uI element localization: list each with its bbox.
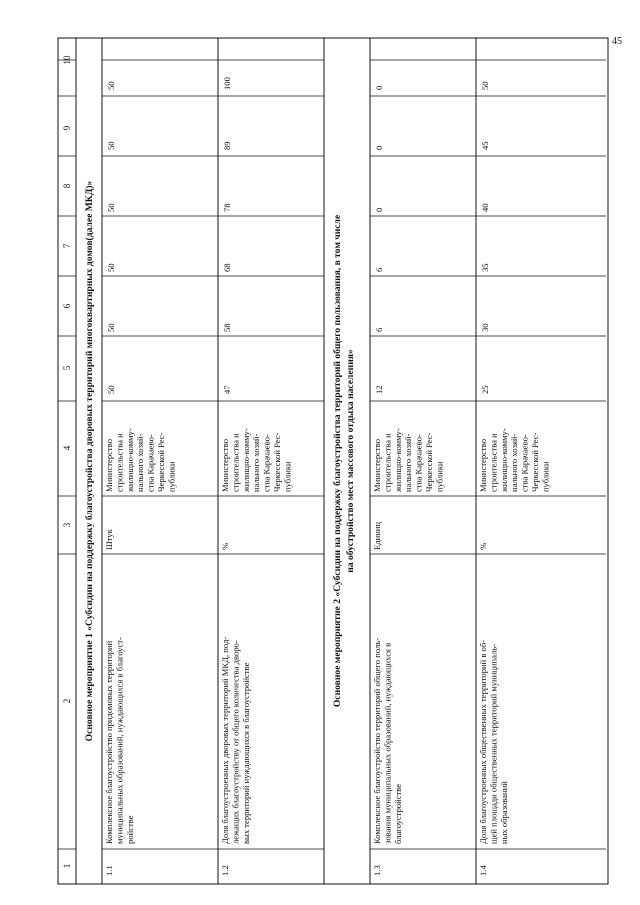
responsible-text: ства Карачаево- (261, 434, 272, 492)
value-cell: 50 (106, 323, 116, 332)
page-number: 45 (612, 36, 622, 47)
responsible-text: Министерство (104, 439, 114, 492)
responsible-text: публики (166, 461, 177, 492)
value-cell: 50 (480, 81, 490, 90)
value-cell: 45 (480, 141, 490, 150)
value-cell: 78 (222, 203, 232, 212)
indicator-text: ных образований (498, 781, 509, 844)
responsible-text: жилищно-комму- (392, 428, 403, 492)
row-number: 1.1 (104, 865, 114, 876)
responsible-text: нального хозяй- (403, 433, 414, 492)
column-number: 5 (62, 365, 72, 371)
indicator-table (58, 38, 623, 884)
responsible-text: жилищно-комму- (498, 428, 509, 492)
value-cell: 50 (106, 203, 116, 212)
responsible-text: публики (434, 461, 445, 492)
value-cell: 0 (374, 145, 384, 150)
responsible-text: ства Карачаево- (145, 434, 156, 492)
value-cell: 50 (106, 263, 116, 272)
value-cell: 50 (106, 141, 116, 150)
indicator-text: вых территорий нуждающихся в благоустройстве (240, 662, 251, 844)
responsible-text: жилищно-комму- (124, 428, 135, 492)
responsible-text: публики (540, 461, 551, 492)
unit-text: Единиц (372, 521, 382, 550)
indicator-text: Комплексное благоустройство территорий общего поль- (372, 637, 382, 844)
value-cell: 50 (106, 81, 116, 90)
responsible-text: строительства и (382, 433, 393, 492)
value-cell: 0 (374, 207, 384, 212)
indicator-text: благоустройстве (392, 783, 403, 844)
responsible-text: строительства и (114, 433, 125, 492)
indicator-text: лежащих благоустройству от общего количества дворо- (230, 640, 241, 844)
responsible-text: ства Карачаево- (413, 434, 424, 492)
column-number: 6 (62, 303, 72, 309)
value-cell: 89 (222, 141, 232, 150)
value-cell: 30 (480, 323, 490, 332)
responsible-text: нального хозяй- (135, 433, 146, 492)
responsible-text: строительства и (230, 433, 241, 492)
responsible-text: Черкесской Рес- (156, 432, 166, 492)
responsible-text: Министерство (478, 439, 488, 492)
indicator-text: Доля благоустроенных дворовых территорий МКД, под- (220, 636, 230, 844)
responsible-text: жилищно-комму- (240, 428, 251, 492)
value-cell: 100 (222, 77, 232, 90)
value-cell: 40 (480, 203, 490, 212)
responsible-text: Министерство (372, 439, 382, 492)
column-number: 2 (62, 698, 72, 704)
indicator-text: зования муниципальных образований, нуждающихся в (382, 642, 393, 844)
row-number: 1.4 (478, 865, 488, 876)
value-cell: 25 (480, 385, 490, 394)
value-cell: 58 (222, 323, 232, 332)
responsible-text: строительства и (488, 433, 499, 492)
unit-text: % (220, 542, 230, 550)
indicator-table-svg (58, 38, 623, 884)
column-number: 7 (62, 243, 72, 249)
column-number: 10 (62, 55, 72, 65)
column-number: 1 (62, 863, 72, 869)
row-number: 1.2 (220, 865, 230, 876)
indicator-text: Комплексное благоустройство придомовых территорий (104, 640, 114, 844)
value-cell: 68 (222, 263, 232, 272)
value-cell: 6 (374, 327, 384, 332)
value-cell: 12 (374, 385, 384, 394)
responsible-text: публики (282, 461, 293, 492)
section-title: Основное мероприятие 1 «Субсидии на поддержку благоустройства дворовых территорий многоквартирных домов(далее МКД)» (84, 180, 95, 742)
column-number: 3 (62, 522, 72, 528)
responsible-text: нального хозяй- (509, 433, 520, 492)
value-cell: 50 (106, 385, 116, 394)
responsible-text: Министерство (220, 439, 230, 492)
column-number: 8 (62, 183, 72, 189)
column-number: 9 (62, 125, 72, 131)
value-cell: 0 (374, 85, 384, 90)
unit-text: % (478, 542, 488, 550)
indicator-text: ройстве (124, 815, 135, 844)
responsible-text: Черкесской Рес- (530, 432, 540, 492)
unit-text: Штук (104, 529, 114, 550)
indicator-text: щей площади общественных территорий муниципаль- (488, 643, 499, 844)
row-number: 1.3 (372, 865, 382, 876)
section-title: на обустройство мест массового отдыха населения» (345, 349, 356, 573)
responsible-text: ства Карачаево- (519, 434, 530, 492)
section-title: Основное мероприятие 2 «Субсидии на поддержку благоустройства территорий общего пользования, в том числе (332, 214, 343, 708)
indicator-text: муниципальных образований, нуждающихся в благоуст- (114, 637, 125, 844)
value-cell: 6 (374, 267, 384, 272)
responsible-text: нального хозяй- (251, 433, 262, 492)
responsible-text: Черкесской Рес- (272, 432, 282, 492)
value-cell: 47 (222, 385, 232, 394)
responsible-text: Черкесской Рес- (424, 432, 434, 492)
column-number: 4 (62, 445, 72, 451)
indicator-text: Доля благоустроенных общественных территорий в об- (478, 639, 488, 844)
value-cell: 35 (480, 263, 490, 272)
